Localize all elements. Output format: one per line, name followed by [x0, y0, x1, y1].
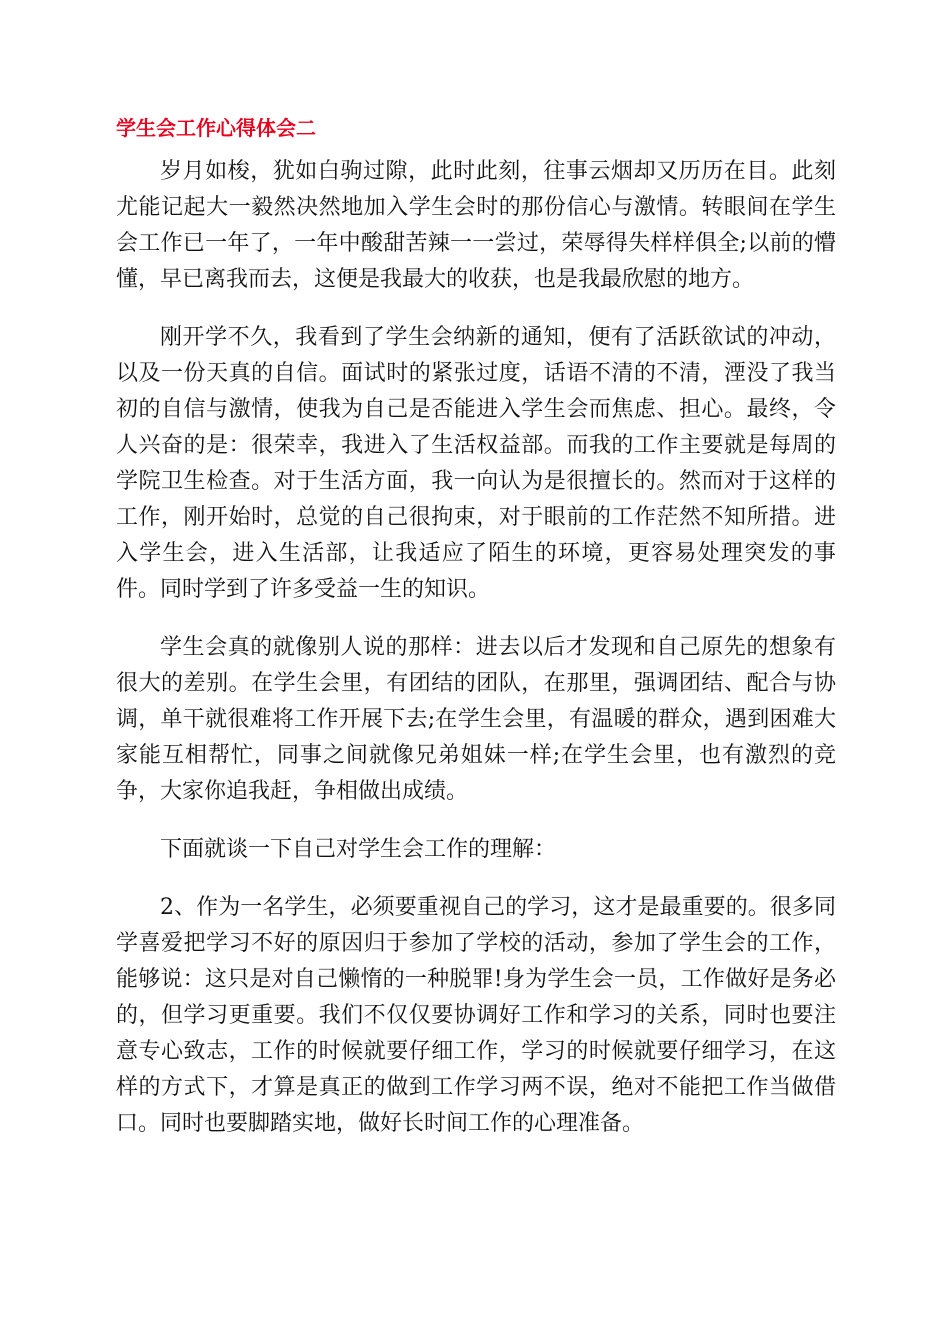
- paragraph-3: 学生会真的就像别人说的那样：进去以后才发现和自己原先的想象有很大的差别。在学生会里，有团结的团队，在那里，强调团结、配合与协调，单干就很难将工作开展下去;在学生会里，有温暖的群众，遇到困难大家能互相帮忙，同事之间就像兄弟姐妹一样;在学生会里，也有激烈的竞争，大家你追我赶，争相做出成绩。: [116, 635, 836, 804]
- document-content: [116, 112, 836, 1164]
- paragraph-1: 岁月如梭，犹如白驹过隙，此时此刻，往事云烟却又历历在目。此刻尤能记起大一毅然决然地加入学生会时的那份信心与激情。转眼间在学生会工作已一年了，一年中酸甜苦辣一一尝过，荣辱得失样样俱全;以前的懵懂，早已离我而去，这便是我最大的收获，也是我最欣慰的地方。: [116, 159, 836, 292]
- document-title: 学生会工作心得体会二: [116, 116, 316, 140]
- paragraph-2: 刚开学不久，我看到了学生会纳新的通知，便有了活跃欲试的冲动，以及一份天真的自信。面试时的紧张过度，话语不清的不清，湮没了我当初的自信与激情，使我为自己是否能进入学生会而焦虑、担心。最终，令人兴奋的是：很荣幸，我进入了生活权益部。而我的工作主要就是每周的学院卫生检查。对于生活方面，我一向认为是很擅长的。然而对于这样的工作，刚开始时，总觉的自己很拘束，对于眼前的工作茫然不知所措。进入学生会，进入生活部，让我适应了陌生的环境，更容易处理突发的事件。同时学到了许多受益一生的知识。: [116, 325, 836, 602]
- paragraph-4: 下面就谈一下自己对学生会工作的理解：: [160, 837, 557, 862]
- paragraph-5: 2、作为一名学生，必须要重视自己的学习，这才是最重要的。很多同学喜爱把学习不好的原因归于参加了学校的活动，参加了学生会的工作，能够说：这只是对自己懒惰的一种脱罪!身为学生会一员，工作做好是务必的，但学习更重要。我们不仅仅要协调好工作和学习的关系，同时也要注意专心致志，工作的时候就要仔细工作，学习的时候就要仔细学习，在这样的方式下，才算是真正的做到工作学习两不误，绝对不能把工作当做借口。同时也要脚踏实地，做好长时间工作的心理准备。: [116, 895, 836, 1136]
